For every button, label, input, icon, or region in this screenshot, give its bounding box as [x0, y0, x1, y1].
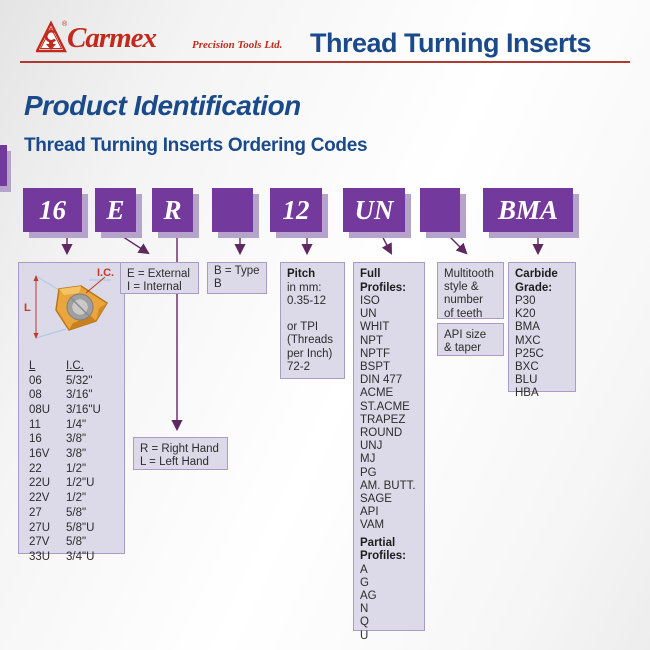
code-box-pitch: 12 — [270, 188, 322, 232]
pitch-line: 72-2 — [287, 360, 311, 373]
carbide-grade-list — [515, 295, 569, 401]
size-table — [19, 356, 124, 565]
table-row — [29, 462, 124, 477]
table-row — [29, 550, 124, 565]
profile-item: AM. BUTT. — [360, 479, 416, 492]
table-row — [29, 418, 124, 433]
table-row — [29, 535, 124, 550]
api-line: & taper — [444, 342, 482, 355]
profile-item: AG — [360, 590, 377, 603]
table-row — [29, 476, 124, 491]
multitooth-box — [437, 262, 504, 319]
profile-item: NPT — [360, 334, 383, 347]
grade-item: BLU — [515, 374, 538, 387]
table-row — [29, 432, 124, 447]
profile-item: ROUND — [360, 427, 403, 440]
section-subtitle: Thread Turning Inserts Ordering Codes — [24, 135, 368, 156]
profile-item: BSPT — [360, 361, 391, 374]
pitch-lines — [287, 282, 338, 374]
profile-item: VAM — [360, 519, 385, 532]
table-cell: 22 — [29, 462, 42, 475]
code-box-grade: BMA — [483, 188, 573, 232]
profile-item: N — [360, 603, 369, 616]
table-cell: 08 — [29, 389, 42, 402]
multitooth-line: number — [444, 294, 483, 307]
code-box-ext-int: E — [95, 188, 136, 232]
legend-line: I = Internal — [127, 281, 182, 294]
code-box-profile: UN — [343, 188, 405, 232]
profile-item: NPTF — [360, 347, 391, 360]
table-cell: 3/16" — [66, 389, 93, 402]
grade-item: BXC — [515, 361, 539, 374]
api-box — [437, 323, 504, 356]
profile-item: UN — [360, 308, 377, 321]
table-cell: 08U — [29, 403, 51, 416]
profile-item: WHIT — [360, 321, 390, 334]
page-title: Thread Turning Inserts — [310, 28, 592, 58]
profile-item: DIN 477 — [360, 374, 403, 387]
table-row — [29, 403, 124, 418]
profile-item: API — [360, 506, 379, 519]
table-cell: 27V — [29, 536, 50, 549]
brand-suffix: Precision Tools Ltd. — [192, 39, 283, 51]
profile-item: G — [360, 576, 369, 589]
table-cell: 1/2" — [66, 492, 87, 505]
carbide-grade-box — [508, 262, 576, 400]
section-title: Product Identification — [24, 90, 301, 121]
grade-item: P30 — [515, 295, 536, 307]
full-profiles-list — [360, 295, 418, 533]
code-box-size: 16 — [23, 188, 82, 232]
profile-item: TRAPEZ — [360, 413, 406, 426]
pitch-line: in mm: — [287, 281, 322, 294]
table-cell: 11 — [29, 418, 41, 431]
pitch-title: Pitch — [287, 268, 316, 280]
profile-item: SAGE — [360, 493, 392, 506]
api-line: API size — [444, 329, 487, 341]
col-header-l: L — [29, 359, 36, 372]
profile-item: PG — [360, 466, 377, 479]
ic-dimension-label: I.C. — [97, 267, 115, 279]
grade-item: HBA — [515, 387, 539, 400]
table-cell: 5/8" — [66, 506, 87, 519]
legend-line: E = External — [127, 268, 190, 280]
table-row — [29, 491, 124, 506]
table-cell: 06 — [29, 374, 42, 387]
table-row — [29, 506, 124, 521]
table-cell: 3/8" — [66, 433, 87, 446]
pitch-line: 0.35-12 — [287, 294, 327, 307]
code-box-type — [212, 188, 253, 232]
hand-box — [133, 437, 228, 470]
table-cell: 5/8" — [66, 536, 87, 549]
grade-item: BMA — [515, 321, 540, 334]
multitooth-line: style & — [444, 281, 479, 294]
table-cell: 5/8"U — [66, 521, 95, 534]
multitooth-line: of teeth — [444, 307, 483, 320]
table-cell: 3/16"U — [66, 403, 101, 416]
table-cell: 27 — [29, 506, 42, 519]
partial-profiles-title: Partial Profiles: — [360, 536, 407, 563]
table-cell: 27U — [29, 521, 51, 534]
partial-profiles-list — [360, 564, 418, 643]
profile-item: U — [360, 629, 369, 642]
brand-name: Carmex — [67, 22, 157, 54]
hand-line: R = Right Hand — [140, 443, 219, 455]
table-cell: 3/4"U — [66, 550, 95, 563]
table-cell: 1/2"U — [66, 477, 95, 490]
table-cell: 16 — [29, 433, 42, 446]
table-row — [29, 521, 124, 536]
table-cell: 1/2" — [66, 462, 87, 475]
table-cell: 33U — [29, 550, 51, 563]
pitch-line — [287, 308, 338, 321]
pitch-line: or TPI — [287, 321, 319, 334]
external-internal-box — [120, 262, 199, 294]
profile-item: Q — [360, 616, 369, 629]
code-box-multi — [420, 188, 460, 232]
registered-mark: ® — [62, 21, 68, 28]
table-cell: 22V — [29, 492, 50, 505]
size-reference-box — [18, 262, 125, 563]
profile-item: ISO — [360, 295, 380, 307]
type-b-box — [207, 262, 267, 294]
table-cell: 3/8" — [66, 448, 87, 461]
table-row — [29, 388, 124, 403]
pitch-box — [280, 262, 345, 379]
type-b-text: B = Type B — [214, 264, 260, 290]
grade-item: P25C — [515, 347, 544, 360]
table-cell: 22U — [29, 477, 51, 490]
pitch-line: (Threads — [287, 334, 334, 347]
full-profiles-title: Full Profiles: — [360, 268, 407, 294]
code-box-hand: R — [152, 188, 193, 232]
insert-diagram — [19, 263, 124, 351]
grade-item: MXC — [515, 334, 541, 347]
table-cell: 16V — [29, 448, 50, 461]
multitooth-line: Multitooth — [444, 268, 494, 280]
size-table-header — [29, 358, 124, 374]
table-cell: 1/4" — [66, 418, 87, 431]
pitch-line: per Inch) — [287, 347, 333, 360]
grade-item: K20 — [515, 308, 536, 321]
table-cell: 5/32" — [66, 374, 93, 387]
profile-item: ST.ACME — [360, 400, 410, 413]
profile-item: ACME — [360, 387, 394, 400]
l-dimension-label: L — [24, 302, 31, 314]
size-table-body — [29, 374, 124, 565]
profiles-box — [353, 262, 425, 642]
hand-line: L = Left Hand — [140, 456, 209, 469]
table-row — [29, 374, 124, 389]
profile-item: A — [360, 563, 368, 576]
table-row — [29, 447, 124, 462]
carbide-grade-title: Carbide Grade: — [515, 268, 558, 294]
profile-item: UNJ — [360, 440, 383, 453]
col-header-ic: I.C. — [66, 359, 84, 372]
profile-item: MJ — [360, 453, 376, 466]
